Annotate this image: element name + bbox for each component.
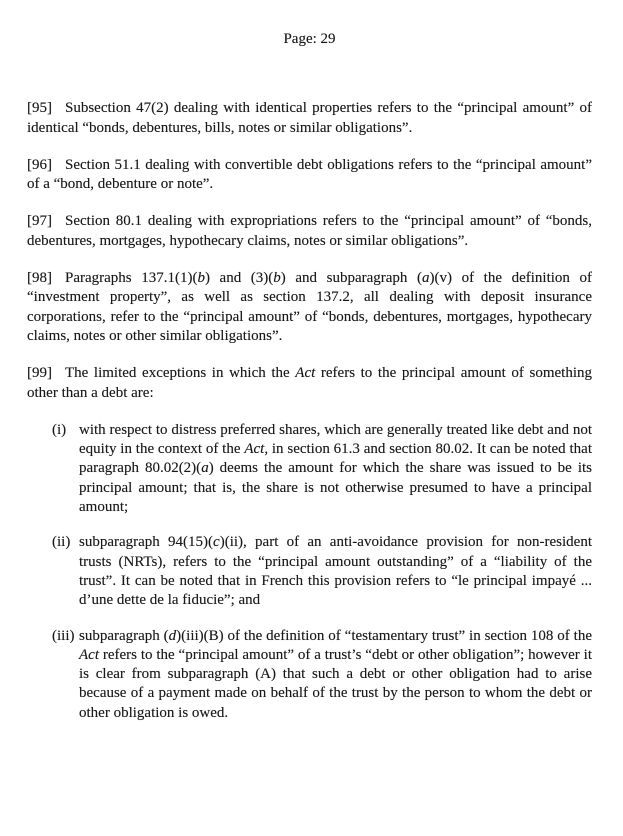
paragraph-number: [99] (27, 365, 52, 382)
list-marker: (ii) (52, 534, 71, 551)
paragraph-99 (27, 364, 592, 403)
list-item-text: with respect to distress preferred shares, which are generally treated like debt and not equity in the context of the Act, in section 61.3 and section 80.02. It can be noted that paragraph 80.02(2)(a) deems the amount for which the share was issued to be its principal amount; that is, the share is not otherwise presumed to have a principal amount; (79, 421, 592, 516)
paragraph-text: Section 80.1 dealing with expropriations refers to the “principal amount” of “bonds, debentures, mortgages, hypothecary claims, notes or similar obligations”. (27, 213, 592, 249)
list-item-text: subparagraph 94(15)(c)(ii), part of an anti-avoidance provision for non-resident trusts (NRTs), refers to the “principal amount outstanding” of a “liability of the trust”. It can be noted that in French this provision refers to “le principal impayé ... d’une dette de la fiducie”; and (79, 534, 592, 609)
list-marker: (iii) (52, 627, 75, 644)
list-item-text: subparagraph (d)(iii)(B) of the definition of “testamentary trust” in section 108 of the Act refers to the “principal amount” of a trust’s “debt or other obligation”; however it is clear from subparagraph (A) that such a debt or other obligation had to arise because of a payment made on behalf of the trust by the person to whom the debt or other obligation is owed. (79, 627, 592, 721)
list-item-iii (27, 627, 592, 723)
paragraph-96 (27, 156, 592, 195)
paragraph-text: The limited exceptions in which the Act refers to the principal amount of something other than a debt are: (27, 365, 592, 401)
paragraph-number: [96] (27, 156, 52, 173)
paragraph-number: [97] (27, 213, 52, 230)
page-number-label: Page: 29 (283, 31, 336, 47)
list-item-i (27, 421, 592, 517)
paragraph-number: [95] (27, 100, 52, 117)
paragraph-95 (27, 99, 592, 138)
paragraph-text: Section 51.1 dealing with convertible debt obligations refers to the “principal amount” of a “bond, debenture or note”. (27, 156, 592, 193)
list-marker: (i) (52, 421, 67, 438)
list-item-ii (27, 533, 592, 610)
paragraph-97 (27, 212, 592, 251)
paragraph-text: Subsection 47(2) dealing with identical properties refers to the “principal amount” of identical “bonds, debentures, bills, notes or similar obligations”. (27, 100, 592, 136)
paragraph-text: Paragraphs 137.1(1)(b) and (3)(b) and subparagraph (a)(v) of the definition of “investment property”, as well as section 137.2, all dealing with deposit insurance corporations, refer to the “principal amount” of “bonds, debentures, mortgages, hypothecary claims, notes or other similar obligations”. (27, 270, 592, 344)
page-header (27, 30, 592, 49)
paragraph-number: [98] (27, 270, 52, 287)
paragraph-98 (27, 269, 592, 346)
exceptions-list (27, 421, 592, 723)
